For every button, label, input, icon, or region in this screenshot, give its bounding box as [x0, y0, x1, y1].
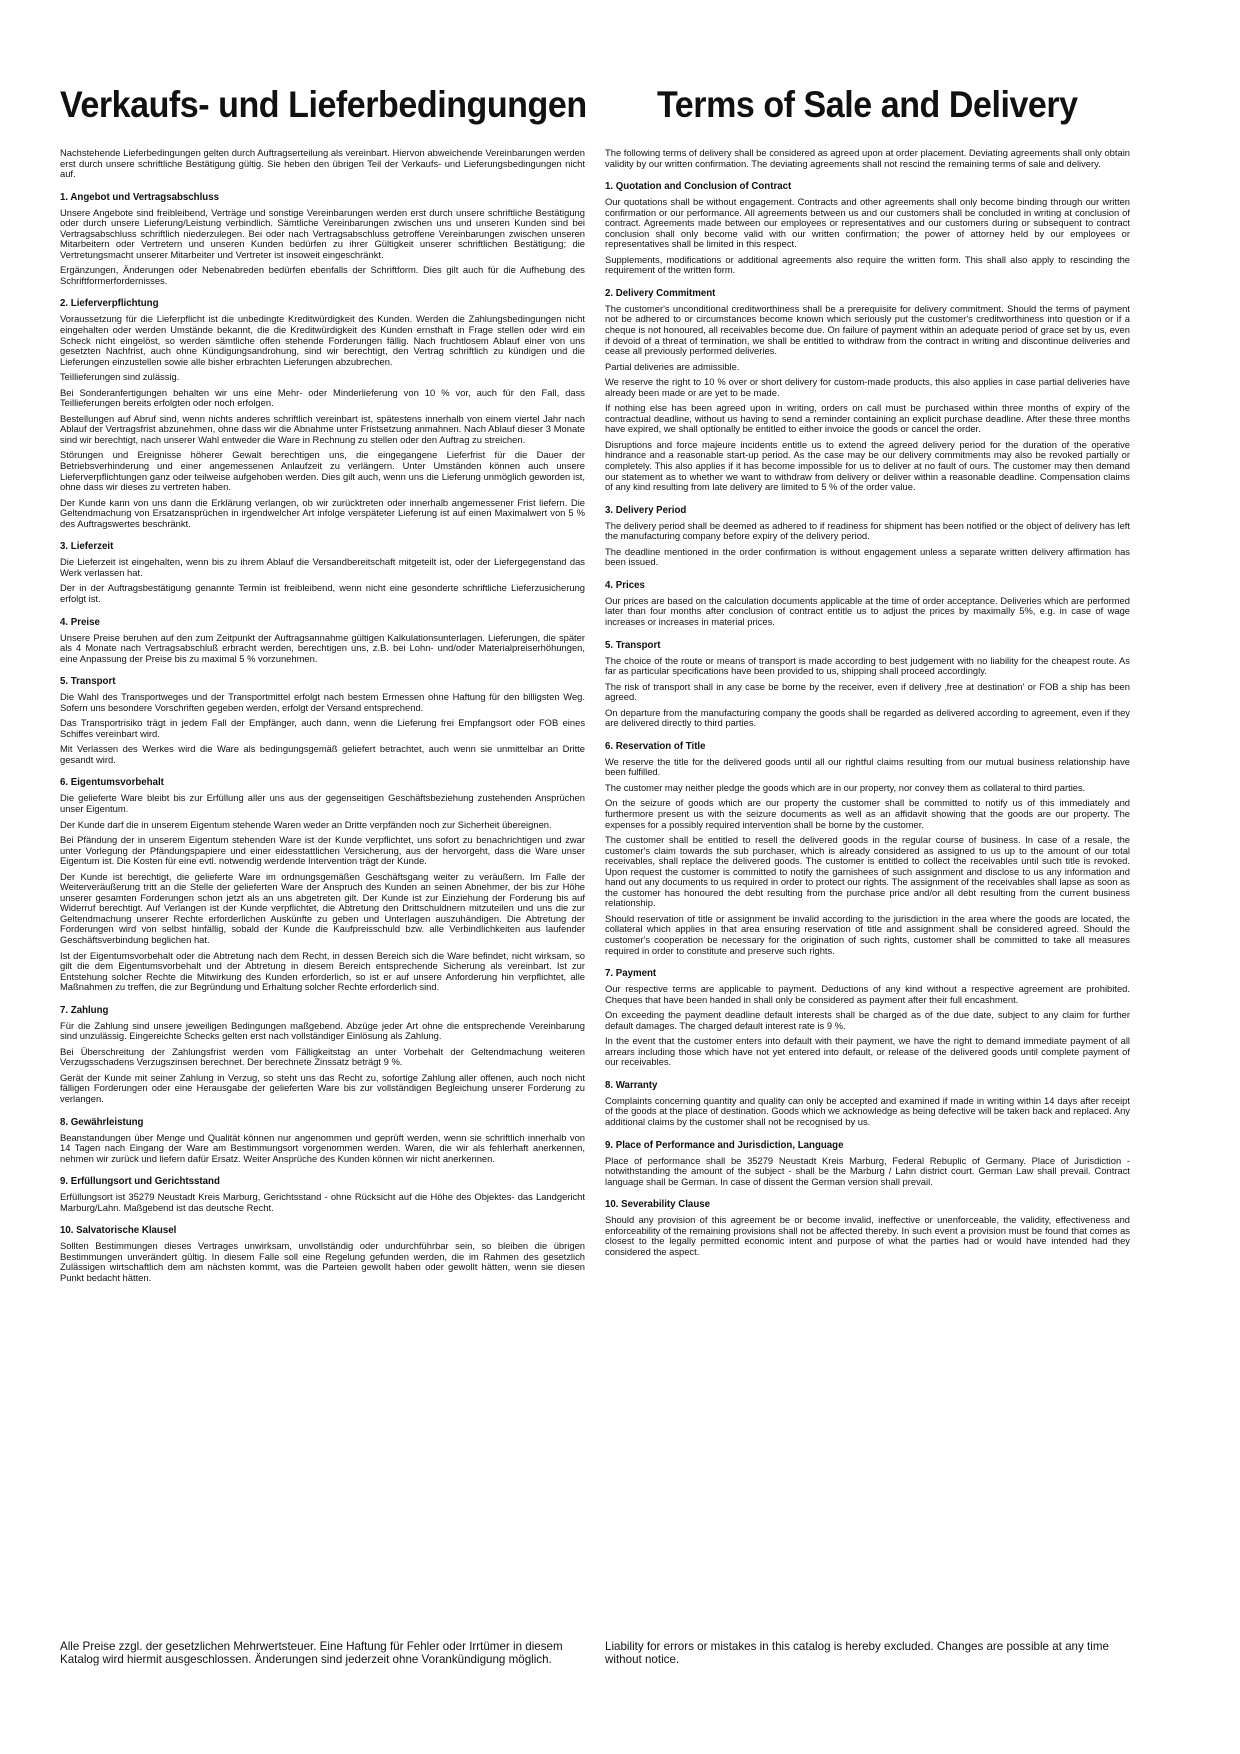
section-paragraph: Die gelieferte Ware bleibt bis zur Erfüllung aller uns aus der gegenseitigen Geschäftsbeziehung zustehenden Ansprüchen unser Eigentum. [60, 792, 585, 814]
section-heading: 7. Zahlung [60, 1004, 109, 1016]
section-paragraph: Der in der Auftragsbestätigung genannte Termin ist freibleibend, wenn nicht eine gesonderte schriftliche Lieferzusicherung erfolgt ist. [60, 582, 585, 604]
section-paragraph: Der Kunde kann von uns dann die Erklärung verlangen, ob wir zurücktreten oder innerhalb angemessener Frist liefern. Die Geltendmachung von Ersatzansprüchen in irgendwelcher Art infolge verspäteter Lieferung ist auf einen Maximalwert von 5 % des Auftragswertes beschränkt. [60, 496, 585, 529]
section-paragraph: Our prices are based on the calculation documents applicable at the time of order acceptance. Deliveries which are performed later than four months after conclusion of contract entitle us to adjust the prices by maximally 5%, e.g. in case of wage increases or increases in material prices. [605, 594, 1130, 627]
section-heading: 6. Reservation of Title [605, 740, 706, 752]
terms-section [605, 1199, 1130, 1257]
section-heading: 4. Preise [60, 616, 100, 628]
section-paragraph: The risk of transport shall in any case be borne by the receiver, even if delivery ‚free at destination' or FOB a ship has been agreed. [605, 680, 1130, 703]
section-paragraph: Supplements, modifications or additional agreements also require the written form. This shall also apply to rescinding the requirement of the written form. [605, 253, 1130, 276]
terms-section [605, 1080, 1130, 1128]
section-heading: 9. Erfüllungsort und Gerichtsstand [60, 1176, 220, 1188]
terms-section [60, 676, 585, 765]
section-heading: 3. Delivery Period [605, 504, 687, 516]
terms-section [60, 1176, 585, 1213]
section-paragraph: Ergänzungen, Änderungen oder Nebenabreden bedürfen ebenfalls der Schriftform. Dies gilt auch für die Aufhebung des Schriftformerfordernisses. [60, 264, 585, 286]
section-heading: 2. Lieferverpflichtung [60, 298, 159, 310]
section-heading: 1. Quotation and Conclusion of Contract [605, 181, 792, 193]
section-paragraph: Unsere Angebote sind freibleibend, Verträge und sonstige Vereinbarungen werden erst durch unsere schriftliche Bestätigung oder durch unsere Lieferung/Leistung verbindlich. Sämtliche Vereinbarungen zwischen uns und unseren Kunden sind bei Vertragsabschluss schriftlich niederzulegen. Bei oder nach Vertragsabschluss getroffene Vereinbarungen zwischen unseren Mitarbeitern oder Vertretern und unseren Kunden bedürfen zu ihrer Gültigkeit unserer schriftlichen Bestätigung; die Vertretungsmacht unserer Mitarbeiter und Vertreter ist insoweit eingeschränkt. [60, 206, 585, 260]
section-paragraph: The delivery period shall be deemed as adhered to if readiness for shipment has been notified or the object of delivery has left the manufacturing company before expiry of the delivery period. [605, 519, 1130, 542]
english-footer-note: Liability for errors or mistakes in this catalog is hereby excluded. Changes are possible at any time without notice. [605, 1640, 1109, 1667]
section-paragraph: We reserve the title for the delivered goods until all our rightful claims resulting from our mutual business relationship have been fulfilled. [605, 755, 1130, 778]
section-heading: 1. Angebot und Vertragsabschluss [60, 191, 219, 203]
section-paragraph: Teillieferungen sind zulässig. [60, 371, 180, 383]
section-paragraph: We reserve the right to 10 % over or short delivery for custom-made products, this also applies in case partial deliveries have already been made or are yet to be made. [605, 376, 1130, 398]
section-paragraph: The customer's unconditional creditworthiness shall be a prerequisite for delivery commitment. Should the terms of payment not be adhered to or circumstances become known which seriously put the customer's creditworthiness into question or if a cheque is not honoured, all receivables become due. On failure of payment within an adequate period of grace set by us, even if devoid of a threat of termination, we shall be entitled to withdraw from the contract in writing and discontinue deliveries and cease all previously performed deliveries. [605, 302, 1130, 357]
section-paragraph: The customer may neither pledge the goods which are in our property, nor convey them as collateral to third parties. [605, 781, 1086, 793]
section-list [605, 181, 1130, 1257]
section-heading: 5. Transport [60, 676, 116, 688]
section-heading: 10. Severability Clause [605, 1199, 711, 1211]
section-heading: 10. Salvatorische Klausel [60, 1225, 177, 1237]
section-paragraph: Sollten Bestimmungen dieses Vertrages unwirksam, unvollständig oder undurchführbar sein, so bleiben die übrigen Bestimmungen unverändert gültig. In diesem Falle soll eine Regelung gefunden werden, die im Rahmen des gesetzlich Zulässigen wirtschaftlich dem am nächsten kommt, was die Parteien gewollt haben oder gewollt hätten, wenn sie diesen Punkt bedacht hätten. [60, 1240, 585, 1283]
section-paragraph: Bestellungen auf Abruf sind, wenn nichts anderes schriftlich vereinbart ist, spätestens innerhalb von einem viertel Jahr nach Ablauf der Vertragsfrist abzunehmen, ohne dass wir die Abnahme unter Fristsetzung anmahnen. Nach Ablauf dieser 3 Monate sind wir berechtigt, nach unserer Wahl entweder die Ware in Rechnung zu stellen oder den Auftrag zu streichen. [60, 412, 585, 445]
intro-paragraph: The following terms of delivery shall be considered as agreed upon at order placement. Deviating agreements shall only obtain validity by our written confirmation. The deviating agreements shall not rescind the remaining terms of sale and delivery. [605, 147, 1130, 169]
section-paragraph: Der Kunde ist berechtigt, die gelieferte Ware im ordnungsgemäßen Geschäftsgang weiter zu veräußern. Im Falle der Weiterveräußerung tritt an die Stelle der gelieferten Ware der Anspruch des Kunden an seinen Abnehmer, der bis zur Höhe unserer gesamten Forderungen schon jetzt als an uns abgetreten gilt. Der Kunde ist zur Einziehung der Forderung bis auf Widerruf berechtigt. Auf Verlangen ist der Kunde verpflichtet, die Abtretung den Drittschuldnern mitzuteilen und uns die zur Geltendmachung unserer Rechte erforderlichen Auskünfte zu geben und Unterlagen auszuhändigen. Die Abtretung der Forderungen wird von selbst hinfällig, sobald der Kunde die Kaufpreisschuld bzw. alle Verbindlichkeiten aus laufender Geschäftsverbindung beglichen hat. [60, 870, 585, 945]
section-heading: 3. Lieferzeit [60, 541, 114, 553]
section-paragraph: The deadline mentioned in the order confirmation is without engagement unless a separate written delivery affirmation has been issued. [605, 545, 1130, 568]
section-heading: 8. Gewährleistung [60, 1116, 144, 1128]
section-paragraph: Erfüllungsort ist 35279 Neustadt Kreis Marburg, Gerichtsstand - ohne Rücksicht auf die Höhe des Objektes- das Landgericht Marburg/Lahn. Maßgebend ist das deutsche Recht. [60, 1191, 585, 1213]
section-paragraph: Die Lieferzeit ist eingehalten, wenn bis zu ihrem Ablauf die Versandbereitschaft mitgeteilt ist, oder der Liefergegenstand das Werk verlassen hat. [60, 556, 585, 578]
section-paragraph: Der Kunde darf die in unserem Eigentum stehende Waren weder an Dritte verpfänden noch zur Sicherheit übereignen. [60, 818, 552, 830]
section-paragraph: Die Wahl des Transportweges und der Transportmittel erfolgt nach bestem Ermessen ohne Haftung für den billigsten Weg. Sofern uns besondere Vorschriften gegeben werden, erfolgt der Versand entsprechend. [60, 691, 585, 713]
section-paragraph: Disruptions and force majeure incidents entitle us to extend the agreed delivery period for the duration of the operative hindrance and a reasonable start-up period. As the case may be our delivery commitments may also be revoked partially or completely. This also applies if it has become impossible for us to deliver at no fault of ours. The customer may then demand our statement as to whether we want to withdraw from delivery or deliver within a reasonable deadline. Compensation claims of any kind resulting from late delivery are limited to 5 % of the order value. [605, 438, 1130, 493]
intro-paragraph: Nachstehende Lieferbedingungen gelten durch Auftragserteilung als vereinbart. Hiervon abweichende Vereinbarungen werden erst durch unsere schriftliche Bestätigung gültig. Sie heben den übrigen Teil der Verkaufs- und Lieferungsbedingungen nicht auf. [60, 147, 585, 180]
section-heading: 8. Warranty [605, 1079, 658, 1091]
section-paragraph: If nothing else has been agreed upon in writing, orders on call must be purchased within three months of expiry of the contractual deadline, without us having to send a reminder containing an explicit purchase deadline. After these three months have expired, we shall optionally be entitled to either invoice the goods or cancel the order. [605, 402, 1130, 435]
section-paragraph: Our quotations shall be without engagement. Contracts and other agreements shall only become binding through our written confirmation or our performance. All agreements between us and our customers shall be concluded in writing at conclusion of contract. Agreements made between our employees or representatives and our customers during or subsequent to contract conclusion shall only become valid with our written confirmation; the power of attorney held by our employees or representatives shall be limited in this respect. [605, 196, 1130, 250]
section-heading: 4. Prices [605, 579, 645, 591]
section-paragraph: Für die Zahlung sind unsere jeweiligen Bedingungen maßgebend. Abzüge jeder Art ohne die entsprechende Vereinbarung sind unzulässig. Eingereichte Schecks gelten erst nach vollständiger Einlösung als Zahlung. [60, 1019, 585, 1042]
english-terms-column [605, 148, 1130, 1262]
section-paragraph: On the seizure of goods which are our property the customer shall be committed to notify us of this immediately and furthermore present us with the seizure documents as well as an affidavit showing that the goods are our property. The expenses for a possibly required intervention shall be borne by the customer. [605, 797, 1130, 830]
section-paragraph: On departure from the manufacturing company the goods shall be regarded as delivered according to agreement, even if they are delivered directly to third parties. [605, 706, 1130, 729]
terms-section [605, 288, 1130, 493]
german-terms-column [60, 148, 585, 1288]
terms-section [60, 777, 585, 992]
section-paragraph: Beanstandungen über Menge und Qualität können nur angenommen und geprüft werden, wenn sie schriftlich innerhalb von 14 Tagen nach Eingang der Ware am Bestimmungsort vorgenommen werden. Waren, die wir als fehlerhaft anerkennen, nehmen wir zurück und liefern dafür Ersatz. Weiter Ansprüche des Kunden können wir nicht anerkennen. [60, 1131, 585, 1164]
terms-section [60, 1117, 585, 1165]
terms-section [605, 741, 1130, 956]
terms-section [60, 298, 585, 529]
section-heading: 5. Transport [605, 639, 661, 651]
section-paragraph: Bei Überschreitung der Zahlungsfrist werden vom Fälligkeitstag an unter Vorbehalt der Geltendmachung weiteren Verzugsschadens Verzugszinsen berechnet. Der berechnete Zinssatz beträgt 9 %. [60, 1045, 585, 1068]
terms-section [60, 192, 585, 287]
section-heading: 6. Eigentumsvorbehalt [60, 777, 164, 789]
section-heading: 2. Delivery Commitment [605, 287, 716, 299]
terms-section [60, 617, 585, 665]
section-paragraph: In the event that the customer enters into default with their payment, we have the right to demand immediate payment of all arrears including those which have not yet entered into default, or release of the delivered goods until complete payment of our receivables. [605, 1035, 1130, 1068]
section-paragraph: Should reservation of title or assignment be invalid according to the jurisdiction in the area where the goods are located, the collateral which applies in that area ensuring reservation of title and assignment shall be considered agreed. Should the customer's cooperation be necessary for the origination of such rights, customer shall be committed to take all measures required in order to constitute and preserve such rights. [605, 912, 1130, 956]
terms-section [60, 1005, 585, 1105]
section-heading: 9. Place of Performance and Jurisdiction, Language [605, 1139, 844, 1151]
section-paragraph: Bei Sonderanfertigungen behalten wir uns eine Mehr- oder Minderlieferung von 10 % vor, auch für den Fall, dass Teillieferungen bereits erfolgten oder noch erfolgen. [60, 386, 585, 409]
terms-section [605, 505, 1130, 568]
section-paragraph: Partial deliveries are admissible. [605, 360, 740, 372]
german-footer-note: Alle Preise zzgl. der gesetzlichen Mehrwertsteuer. Eine Haftung für Fehler oder Irrtümer in diesem Katalog wird hiermit ausgeschlossen. Änderungen sind jederzeit ohne Vorankündigung möglich. [60, 1640, 563, 1667]
section-paragraph: Complaints concerning quantity and quality can only be accepted and examined if made in writing within 14 days after receipt of the goods at the place of destination. Goods which we acknowledge as being defective will be taken back and replaced. Any additional claims by the customer shall not be recognised by us. [605, 1094, 1130, 1127]
terms-section [605, 640, 1130, 729]
page-title-english: Terms of Sale and Delivery [657, 84, 1078, 125]
section-list [60, 192, 585, 1284]
section-heading: 7. Payment [605, 968, 657, 980]
section-paragraph: Mit Verlassen des Werkes wird die Ware als bedingungsgemäß geliefert betrachtet, auch wenn sie unmittelbar an Dritte gesandt wird. [60, 743, 585, 765]
section-paragraph: Ist der Eigentumsvorbehalt oder die Abtretung nach dem Recht, in dessen Bereich sich die Ware befindet, nicht wirksam, so gilt die dem Eigentumsvorbehalt und der Abtretung in diesem Bereich entsprechende Sicherung als vereinbart. Ist zur Entstehung solcher Rechte die Mitwirkung des Kunden erforderlich, so ist er auf unsere Anforderung hin verpflichtet, alle Maßnahmen zu treffen, die zur Begründung und Erhaltung solcher Rechte erforderlich sind. [60, 949, 585, 993]
section-paragraph: Störungen und Ereignisse höherer Gewalt berechtigen uns, die eingegangene Lieferfrist für die Dauer der Betriebsverhinderung und einer angemessenen Anlaufzeit zu verlängern. Unter Umständen können auch unsere Lieferverpflichtungen ganz oder teilweise aufgehoben werden. Dies gilt auch, wenn uns die Lieferung unmöglich geworden ist, ohne dass wir dieses zu vertreten haben. [60, 449, 585, 493]
terms-section [605, 1140, 1130, 1188]
terms-section [605, 181, 1130, 276]
page-title-german: Verkaufs- und Lieferbedingungen [60, 84, 587, 125]
section-paragraph: Place of performance shall be 35279 Neustadt Kreis Marburg, Federal Rebuplic of Germany. Place of Jurisdiction - notwithstanding the amount of the subject - shall be the Marburg / Lahn district court. German Law shall prevail. Contract language shall be German. In case of dissent the German version shall prevail. [605, 1154, 1130, 1187]
terms-section [605, 580, 1130, 628]
section-paragraph: Unsere Preise beruhen auf den zum Zeitpunkt der Auftragsannahme gültigen Kalkulationsunterlagen. Lieferungen, die später als 4 Monate nach Vertragsabschluß erbracht werden, berechtigen uns, z.B. bei Lohn- und/oder Materialpreiserhöhungen, eine Anpassung der Preise bis zu maximal 5 % vorzunehmen. [60, 631, 585, 664]
terms-section [60, 1225, 585, 1283]
section-paragraph: On exceeding the payment deadline default interests shall be charged as of the due date, subject to any claim for further default damages. The charged default interest rate is 9 %. [605, 1009, 1130, 1031]
section-paragraph: The choice of the route or means of transport is made according to best judgement with no liability for the cheapest route. As far as particular specifications have been provided to us, shipping shall proceed accordingly. [605, 654, 1130, 677]
terms-section [605, 968, 1130, 1068]
terms-section [60, 541, 585, 604]
section-paragraph: Bei Pfändung der in unserem Eigentum stehenden Ware ist der Kunde verpflichtet, uns sofort zu benachrichtigen und zwar unter Vorlegung der Pfändungspapiere und einer eidesstattlichen Versicherung, aus der hervorgeht, dass die Ware unser Eigentum ist. Die Kosten für eine evtl. notwendig werdende Intervention trägt der Kunde. [60, 834, 585, 867]
section-paragraph: Das Transportrisiko trägt in jedem Fall der Empfänger, auch dann, wenn die Lieferung frei Empfangsort oder FOB eines Schiffes vereinbart wird. [60, 717, 585, 739]
section-paragraph: Our respective terms are applicable to payment. Deductions of any kind without a respective agreement are prohibited. Cheques that have been handed in shall only be considered as payment after their full encashment. [605, 983, 1130, 1005]
section-paragraph: Gerät der Kunde mit seiner Zahlung in Verzug, so steht uns das Recht zu, sofortige Zahlung aller offenen, auch noch nicht fälligen Forderungen oder eine Herausgabe der gelieferten Ware bis zur vollständigen Begleichung unserer Forderung zu verlangen. [60, 1071, 585, 1104]
section-paragraph: Should any provision of this agreement be or become invalid, ineffective or unenforceable, the validity, effectiveness and enforceability of the remaining provisions shall not be affected thereby. In such event a provision must be found that comes as closest to the legally permitted economic intent and purpose of what the parties had or would have intended had they considered the aspect. [605, 1214, 1130, 1257]
section-paragraph: The customer shall be entitled to resell the delivered goods in the regular course of business. In case of a resale, the customer's claim towards the sub purchaser, which is already considered as assigned to us up to the amount of our total receivables, shall replace the delivered goods. The customer is entitled to collect the receivables until such title is revoked. Upon request the customer is committed to notify the garnishees of such assignment and disclose to us any information and hand out any documents to us required in order to protect our rights. The assignment of the receivables shall lapse as soon as the customer has honoured the debt resulting from the purchase price and/or all debt resulting from the current business relationship. [605, 834, 1130, 909]
section-paragraph: Voraussetzung für die Lieferpflicht ist die unbedingte Kreditwürdigkeit des Kunden. Werden die Zahlungsbedingungen nicht eingehalten oder werden Umstände bekannt, die die Kreditwürdigkeit des Kunden ernsthaft in Frage stellen oder wird ein Scheck nicht eingelöst, so werden sämtliche offen stehende Forderungen fällig. Nach fruchtlosem Ablauf einer von uns gesetzten Nachfrist, auch ohne Kündigungsandrohung, sind wir berechtigt, den Vertrag schriftlich zu kündigen und die Lieferungen einzustellen sowie alle bisher erbrachten Lieferungen abzubrechen. [60, 313, 585, 367]
